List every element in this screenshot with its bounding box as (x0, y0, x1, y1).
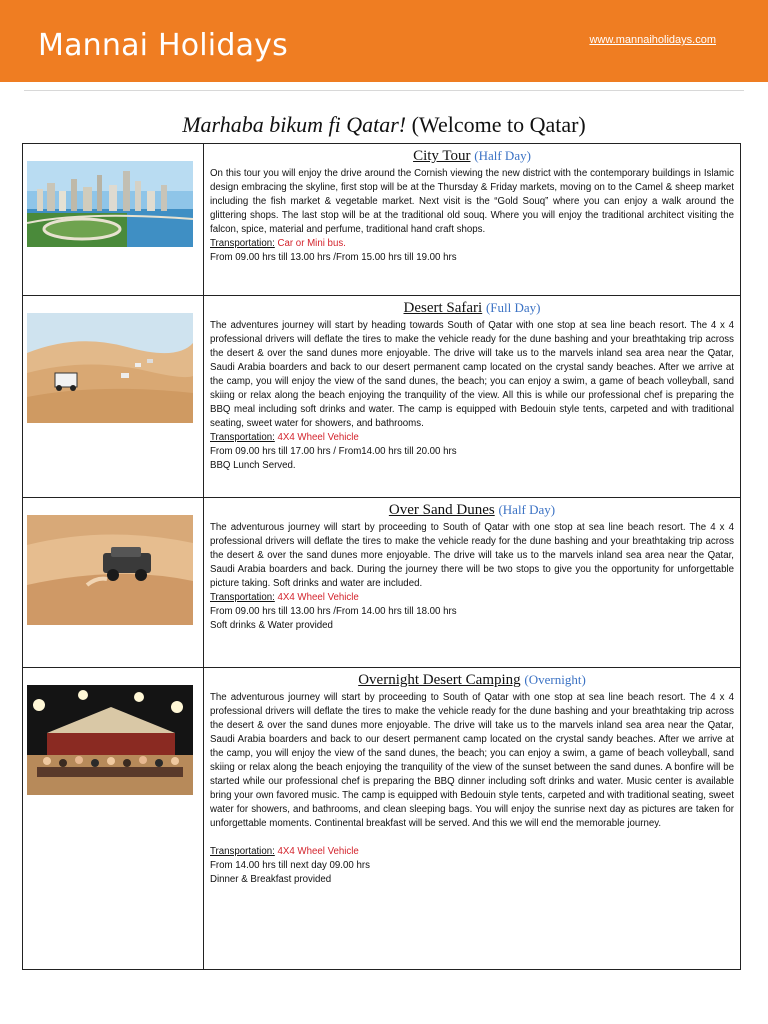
title-arabic: Marhaba bikum fi Qatar! (182, 112, 407, 137)
transport-line (210, 237, 734, 251)
transport-label: Transportation: (210, 432, 275, 443)
tour-image-cell (23, 498, 204, 668)
tour-info-cell (204, 144, 741, 296)
tour-duration: (Half Day) (498, 502, 556, 517)
tour-extra: Dinner & Breakfast provided (210, 874, 332, 885)
tour-image-cell (23, 668, 204, 970)
tour-times: From 09.00 hrs till 17.00 hrs / From14.00 hrs till 20.00 hrs (210, 446, 457, 457)
transport-line (210, 845, 734, 859)
tour-duration: (Full Day) (485, 300, 541, 315)
header-bar (0, 0, 768, 82)
tour-description: The adventurous journey will start by proceeding to South of Qatar with one stop at sea line beach resort. The 4 x 4 professional drivers will deflate the tires to make the vehicle ready for the dune bashing and your breathtaking trip across the desert & over the sand dunes more enjoyable. The drive will take us to the marvels inland sea area near the Qatar, Saudi Arabia boarders and back. During the journey there will be two stops to give you the opportunity for unforgettable picture taking. Soft drinks and water are included. (210, 522, 734, 589)
brand-name: Mannai Holidays (38, 28, 288, 63)
tour-name: Desert Safari (403, 300, 483, 316)
tour-extra: Soft drinks & Water provided (210, 620, 333, 631)
tour-heading (210, 502, 734, 519)
title-english: (Welcome to Qatar) (411, 112, 586, 137)
tours-table (22, 143, 741, 970)
transport-label: Transportation: (210, 592, 275, 603)
tour-times: From 09.00 hrs till 13.00 hrs /From 15.00 hrs till 19.00 hrs (210, 252, 457, 263)
tour-description: On this tour you will enjoy the drive around the Cornish viewing the new district with the contemporary buildings in Islamic design embracing the skyline, first stop will be at the Thursday & Friday markets, moving on to the Camel & sheep market including the fish market & vegetable market. Next visit is the “Gold Souq” where you can enjoy a walk around the glittering shops. The last stop will be at the traditional old souq. Where you will enjoy the traditional architect visiting the falcon, spice, material and perfume, traditional hand craft shops. (210, 168, 734, 235)
tour-row-overnight-camping (23, 668, 741, 970)
tour-row-desert-safari (23, 296, 741, 498)
tour-times: From 14.00 hrs till next day 09.00 hrs (210, 860, 370, 871)
tour-name: Overnight Desert Camping (358, 672, 521, 688)
tour-description: The adventures journey will start by heading towards South of Qatar with one stop at sea line beach resort. The 4 x 4 professional drivers will deflate the tires to make the vehicle ready for the dune bashing and your breathtaking trip across the desert & over the sand dunes more enjoyable. The drive will take us to the marvels inland sea area near the Qatar, Saudi Arabia boarders and back to our desert permanent camp located on the crystal sandy beaches. After we arrive at the camp, you will enjoy the view of the sand dunes, the beach; you can enjoy a swim, a game of beach volleyball, sand skiing or relax along the beach enjoying the tranquility of the view. All this is while our professional chef is preparing the BBQ meal including soft drinks and water. The camp is equipped with Bedouin style tents, carpeted and with traditional seating, sweet water for showers, and bathrooms. (210, 320, 734, 429)
tour-heading (210, 672, 734, 689)
tour-duration: (Overnight) (524, 672, 586, 687)
tour-heading (210, 148, 734, 165)
tour-row-over-sand-dunes (23, 498, 741, 668)
tour-image-cell (23, 144, 204, 296)
transport-value: 4X4 Wheel Vehicle (277, 846, 359, 857)
divider (24, 90, 744, 91)
tour-row-city-tour (23, 144, 741, 296)
transport-value: 4X4 Wheel Vehicle (277, 432, 359, 443)
sand-dunes-photo (27, 515, 193, 625)
tour-times: From 09.00 hrs till 13.00 hrs /From 14.00 hrs till 18.00 hrs (210, 606, 457, 617)
transport-value: Car or Mini bus. (277, 238, 346, 249)
transport-value: 4X4 Wheel Vehicle (277, 592, 359, 603)
desert-safari-photo (27, 313, 193, 423)
tour-image-cell (23, 296, 204, 498)
tour-description: The adventurous journey will start by proceeding to South of Qatar with one stop at sea line beach resort. The 4 x 4 professional drivers will deflate the tires to make the vehicle ready for the dune bashing and your breathtaking trip across the desert & over the sand dunes more enjoyable. The drive will take us to the marvels inland sea area near the Qatar, Saudi Arabia boarders and back to our desert permanent camp located on the crystal sandy beaches. After we arrive at the camp, you will enjoy the view of the sand dunes, the beach; you can enjoy a swim, a game of beach volleyball, sand skiing or relax along the beach enjoying the tranquility of the view of the sunset between the sand dunes. A bonfire will be started while our professional chef is preparing the BBQ dinner including soft drinks and water. Music center is available bring your own favored music. The camp is equipped with Bedouin style tents, carpeted and with traditional seating, sweet water for showers, and bathrooms, and clean sleeping bags. You will enjoy the sunrise next day as pictures are taken for unforgettable moments. Continental breakfast will be served. And this we will end the memorable journey. (210, 692, 734, 829)
tour-heading (210, 300, 734, 317)
city-skyline-photo (27, 161, 193, 247)
transport-line (210, 591, 734, 605)
tour-duration: (Half Day) (474, 148, 531, 163)
website-link[interactable]: www.mannaiholidays.com (589, 34, 716, 46)
tour-info-cell (204, 296, 741, 498)
tour-info-cell (204, 668, 741, 970)
tour-info-cell (204, 498, 741, 668)
transport-line (210, 431, 734, 445)
transport-label: Transportation: (210, 846, 275, 857)
camping-photo (27, 685, 193, 795)
transport-label: Transportation: (210, 238, 275, 249)
tour-extra: BBQ Lunch Served. (210, 460, 296, 471)
tour-name: Over Sand Dunes (388, 502, 495, 518)
tour-name: City Tour (413, 148, 471, 164)
page-title (0, 112, 768, 138)
